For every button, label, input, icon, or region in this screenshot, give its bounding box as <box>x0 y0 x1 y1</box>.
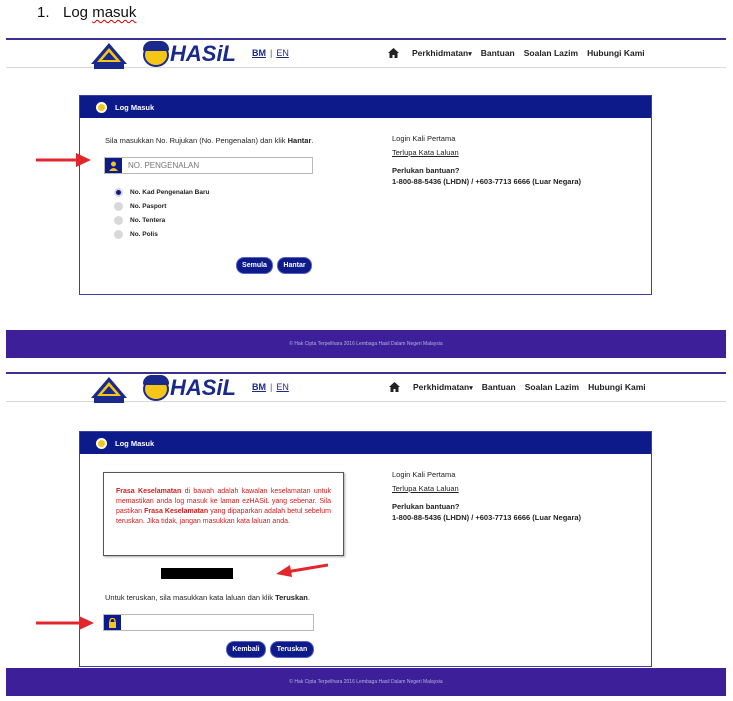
nav-bantuan[interactable]: Bantuan <box>481 382 516 392</box>
lang-separator: | <box>270 382 273 392</box>
heading-text: Log <box>63 4 93 21</box>
login-instruction: Sila masukkan No. Rujukan (No. Pengenalan) dan klik Hantar. <box>105 136 314 145</box>
user-icon <box>105 158 122 173</box>
nav-perkhidmatan[interactable]: Perkhidmatan▾ <box>412 48 472 58</box>
login-screen-step-2 <box>6 372 726 698</box>
help-phone: 1-800-88-5436 (LHDN) / +603-7713 6666 (Luar Negara) <box>392 513 582 522</box>
first-login-link[interactable]: Login Kali Pertama <box>392 134 456 143</box>
radio-icon[interactable] <box>114 202 123 211</box>
nav-soalan-lazim[interactable]: Soalan Lazim <box>523 48 579 58</box>
id-number-field[interactable] <box>104 157 313 174</box>
red-arrow-icon <box>36 615 94 631</box>
lang-separator: | <box>270 48 273 58</box>
login-circle-icon <box>96 102 107 113</box>
continue-button[interactable]: Teruskan <box>271 642 313 657</box>
site-header <box>6 372 726 402</box>
lang-bm-link[interactable]: BM <box>252 382 266 392</box>
site-footer: © Hak Cipta Terpelihara 2016 Lembaga Hasil Dalam Negeri Malaysia <box>6 330 726 358</box>
red-arrow-icon <box>36 152 91 168</box>
nav-soalan-lazim[interactable]: Soalan Lazim <box>524 382 580 392</box>
main-nav <box>388 48 654 58</box>
lang-bm-link[interactable]: BM <box>252 48 266 58</box>
language-switcher <box>252 382 289 392</box>
password-input[interactable] <box>125 615 305 630</box>
hasil-mascot-icon <box>143 43 169 67</box>
login-panel <box>79 431 652 667</box>
lang-en-link[interactable]: EN <box>276 382 289 392</box>
login-circle-icon <box>96 438 107 449</box>
security-phrase-warning <box>103 472 344 556</box>
home-icon[interactable] <box>388 48 399 58</box>
language-switcher <box>252 48 289 58</box>
hasil-mascot-icon <box>143 377 169 401</box>
nav-perkhidmatan[interactable]: Perkhidmatan▾ <box>413 382 473 392</box>
heading-text-underlined: masuk <box>92 4 137 21</box>
radio-polis[interactable]: No. Polis <box>114 230 158 239</box>
home-icon[interactable] <box>389 382 400 392</box>
hasil-logo[interactable] <box>143 40 243 70</box>
radio-tentera[interactable]: No. Tentera <box>114 216 165 225</box>
forgot-password-link[interactable]: Terlupa Kata Laluan <box>392 484 459 493</box>
login-title: Log Masuk <box>115 102 155 112</box>
nav-hubungi-kami[interactable]: Hubungi Kami <box>587 48 645 58</box>
nav-bantuan[interactable]: Bantuan <box>480 48 515 58</box>
login-panel-header <box>80 432 651 454</box>
hasil-brand-text: HASiL <box>170 375 236 400</box>
site-footer: © Hak Cipta Terpelihara 2016 Lembaga Hasil Dalam Negeri Malaysia <box>6 668 726 696</box>
radio-pasport[interactable]: No. Pasport <box>114 202 166 211</box>
login-title: Log Masuk <box>115 438 155 448</box>
submit-button[interactable]: Hantar <box>278 258 311 273</box>
hasil-brand-text: HASiL <box>170 41 236 66</box>
forgot-password-link[interactable]: Terlupa Kata Laluan <box>392 148 459 157</box>
back-button[interactable]: Kembali <box>227 642 265 657</box>
main-nav <box>389 382 655 392</box>
reset-button[interactable]: Semula <box>237 258 272 273</box>
red-arrow-icon <box>276 562 328 578</box>
lock-icon <box>104 615 121 630</box>
side-links <box>392 134 581 186</box>
hasil-logo[interactable] <box>143 374 243 404</box>
password-instruction: Untuk teruskan, sila masukkan kata laluan dan klik Teruskan. <box>105 593 310 602</box>
site-header <box>6 38 726 68</box>
first-login-link[interactable]: Login Kali Pertama <box>392 470 456 479</box>
side-links <box>392 470 581 522</box>
login-panel <box>79 95 652 295</box>
lang-en-link[interactable]: EN <box>276 48 289 58</box>
id-number-input[interactable] <box>128 161 298 170</box>
help-title: Perlukan bantuan? <box>392 502 460 511</box>
help-phone: 1-800-88-5436 (LHDN) / +603-7713 6666 (Luar Negara) <box>392 177 582 186</box>
radio-icon[interactable] <box>114 230 123 239</box>
radio-selected-icon[interactable] <box>114 188 123 197</box>
radio-icon[interactable] <box>114 216 123 225</box>
login-panel-header <box>80 96 651 118</box>
lhdn-logo <box>89 376 129 404</box>
login-screen-step-1 <box>6 38 726 358</box>
warning-text: Frasa Keselamatan di bawah adalah kawalan keselamatan untuk memastikan anda log masuk ke laman ezHASiL yang sebenar. Sila pastikan Frasa Keselamatan yang dipaparkan adalah betul sebelum teruskan. Jika tidak, jangan masukkan kata laluan anda. <box>116 488 331 525</box>
document-heading <box>37 4 136 21</box>
security-phrase-redacted <box>161 568 233 579</box>
help-title: Perlukan bantuan? <box>392 166 460 175</box>
radio-kad-pengenalan[interactable]: No. Kad Pengenalan Baru <box>114 188 209 197</box>
nav-hubungi-kami[interactable]: Hubungi Kami <box>588 382 646 392</box>
list-number: 1. <box>37 4 50 21</box>
lhdn-logo <box>89 42 129 70</box>
password-field[interactable] <box>103 614 314 631</box>
